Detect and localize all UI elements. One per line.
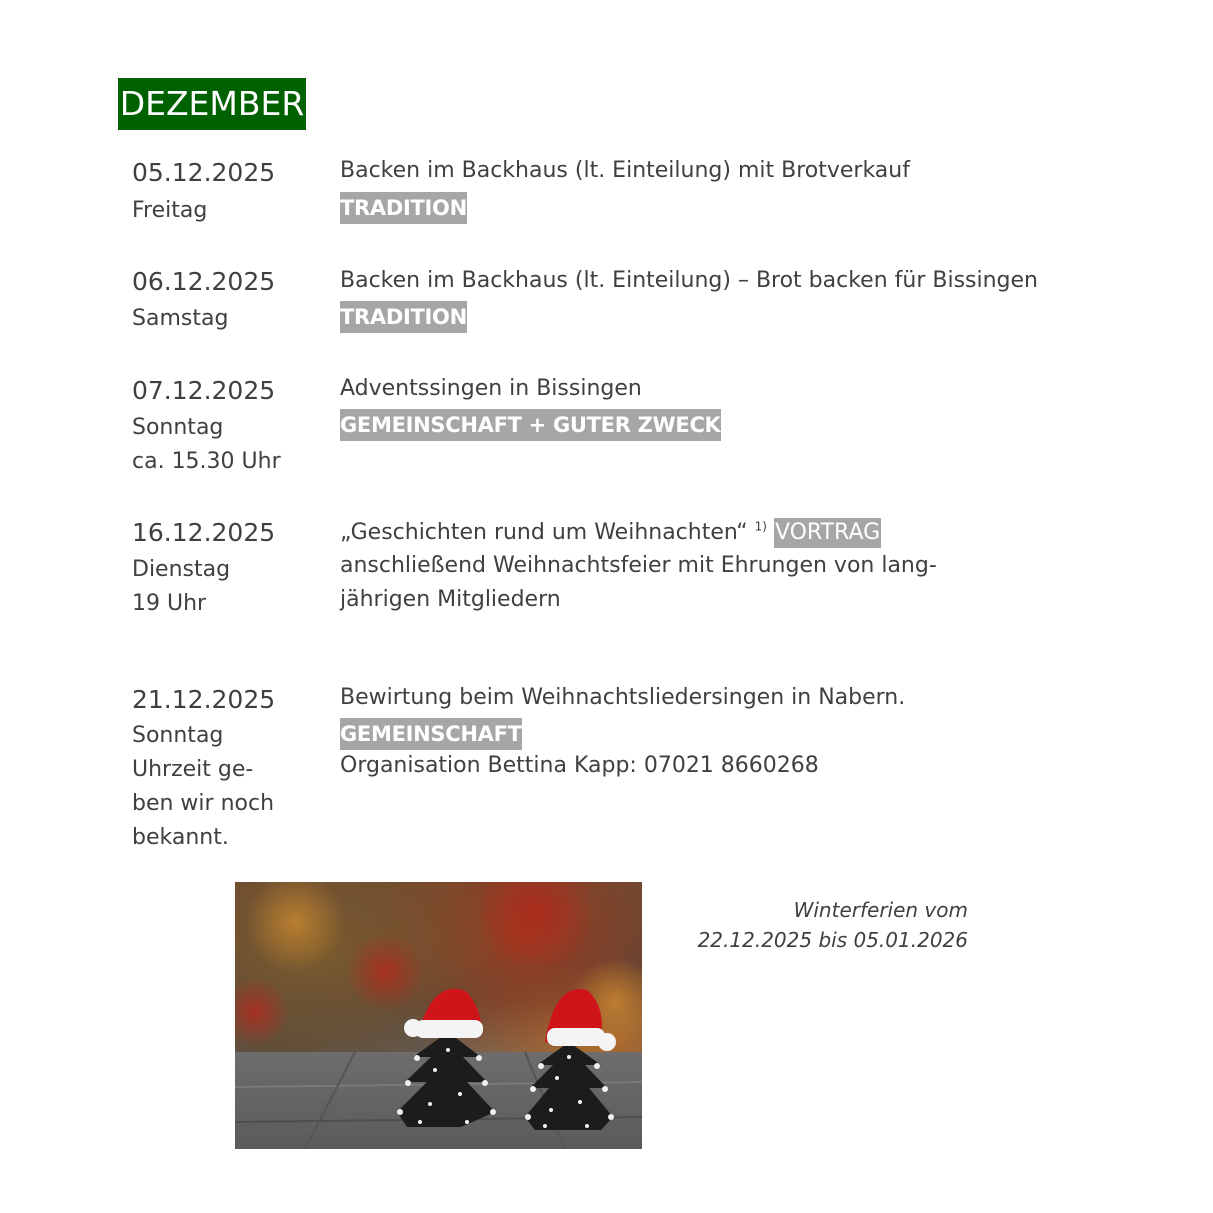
event-time: ben wir noch [132, 791, 275, 816]
event-time: 19 Uhr [132, 591, 207, 616]
event-description: jährigen Mitgliedern [340, 587, 561, 612]
category-tag: TRADITION [340, 301, 467, 333]
event-title: Adventssingen in Bissingen [340, 376, 642, 401]
event-title-line [340, 518, 881, 548]
category-tag: TRADITION [340, 192, 467, 224]
event-date: 07.12.2025 [132, 376, 276, 405]
event-time: Uhrzeit ge- [132, 757, 254, 782]
category-tag: GEMEINSCHAFT + GUTER ZWECK [340, 409, 721, 441]
christmas-trees-photo [235, 882, 642, 1149]
event-title: Backen im Backhaus (lt. Einteilung) mit Brotverkauf [340, 158, 910, 183]
category-tag: VORTRAG [774, 518, 881, 548]
christmas-trees-illustration [235, 882, 642, 1149]
event-date: 16.12.2025 [132, 518, 276, 547]
winter-dates: 22.12.2025 bis 05.01.2026 [697, 928, 968, 952]
event-date: 06.12.2025 [132, 267, 276, 296]
event-time: bekannt. [132, 825, 229, 850]
event-title: Backen im Backhaus (lt. Einteilung) – Brot backen für Bissingen [340, 268, 1038, 293]
winter-line: Winterferien vom [793, 898, 968, 922]
footnote-marker: 1) [754, 519, 767, 534]
event-day: Sonntag [132, 415, 224, 440]
event-day: Freitag [132, 198, 208, 223]
month-heading: DEZEMBER [118, 78, 306, 130]
event-contact: Organisation Bettina Kapp: 07021 8660268 [340, 753, 819, 778]
event-day: Dienstag [132, 557, 231, 582]
event-date: 05.12.2025 [132, 158, 276, 187]
event-title: Bewirtung beim Weihnachtsliedersingen in Nabern. [340, 685, 906, 710]
event-day: Sonntag [132, 723, 224, 748]
event-day: Samstag [132, 306, 229, 331]
event-time: ca. 15.30 Uhr [132, 449, 281, 474]
category-tag: GEMEINSCHAFT [340, 718, 522, 750]
winter-holidays-note [698, 895, 968, 955]
event-date: 21.12.2025 [132, 685, 276, 714]
event-title: „Geschichten rund um Weihnachten“ [340, 520, 748, 545]
event-description: anschließend Weihnachtsfeier mit Ehrungen von lang- [340, 553, 937, 578]
